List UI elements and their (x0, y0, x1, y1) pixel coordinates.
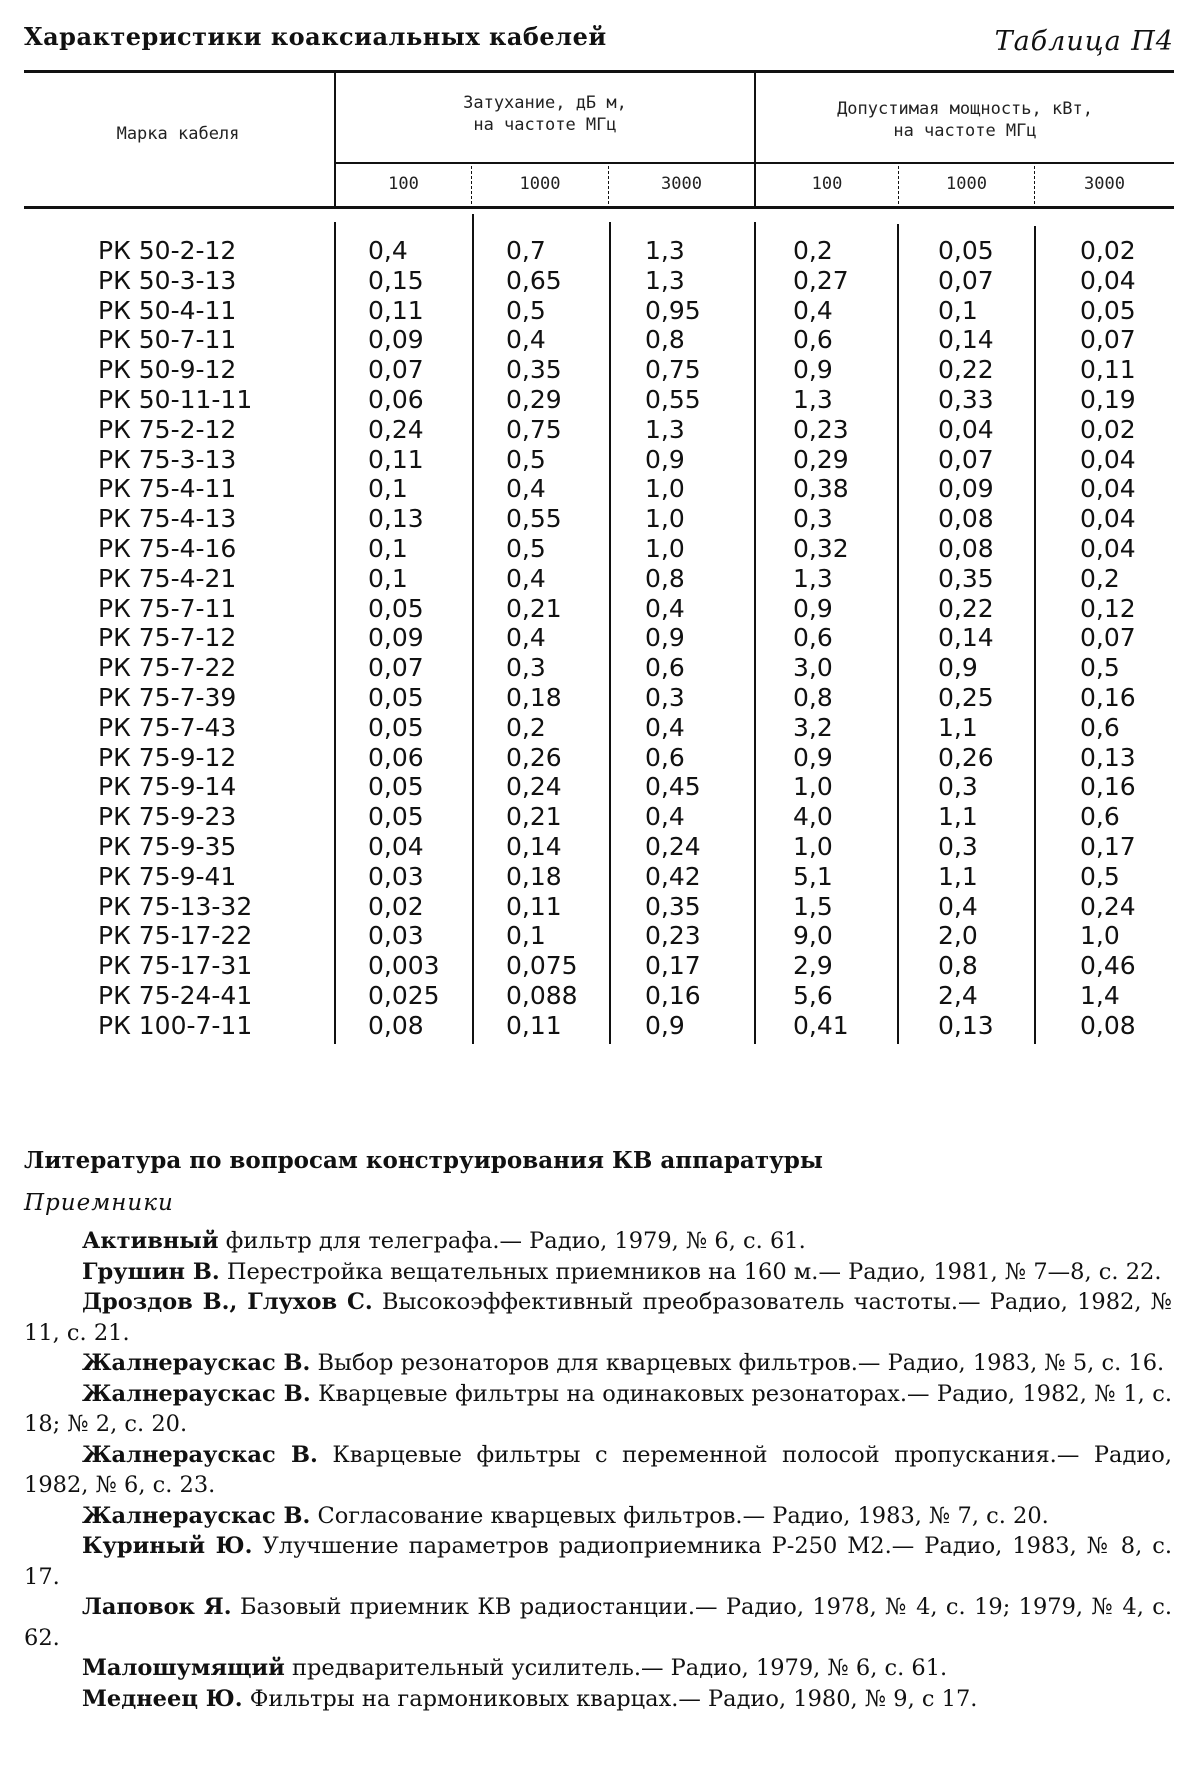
table-row (0, 623, 1200, 653)
reference-author: Малошумящий (82, 1655, 285, 1681)
table-row (0, 236, 1200, 266)
value-cell: 0,23 (793, 414, 849, 444)
value-cell: 0,7 (506, 236, 546, 265)
value-cell: 0,4 (645, 802, 685, 832)
value-cell: 0,46 (1080, 951, 1136, 981)
value-cell: 1,3 (793, 385, 833, 414)
reference-item (24, 1501, 1172, 1532)
cable-mark-cell: РК 75-7-43 (98, 712, 237, 742)
value-cell: 0,4 (645, 593, 685, 623)
value-cell: 0,05 (368, 593, 424, 623)
value-cell: 0,11 (506, 891, 562, 921)
table-row (0, 296, 1200, 326)
header-power-line-2: на частоте МГц (893, 121, 1037, 141)
table-row (0, 355, 1200, 385)
value-cell: 1,0 (645, 474, 685, 504)
value-cell: 0,11 (368, 295, 424, 325)
value-cell: 0,24 (368, 414, 424, 444)
value-cell: 0,5 (1080, 653, 1120, 683)
value-cell: 0,13 (938, 1010, 994, 1040)
value-cell: 0,1 (368, 474, 408, 504)
value-cell: 0,02 (368, 891, 424, 921)
value-cell: 0,14 (938, 325, 994, 355)
value-cell: 0,04 (1080, 265, 1136, 295)
reference-item (24, 1440, 1172, 1501)
value-cell: 2,4 (938, 981, 978, 1010)
value-cell: 0,16 (1080, 683, 1136, 712)
cable-mark-cell: РК 75-9-14 (98, 772, 237, 802)
table-row (0, 415, 1200, 445)
value-cell: 0,08 (1080, 1010, 1136, 1040)
value-cell: 0,18 (506, 683, 562, 712)
value-cell: 0,08 (938, 534, 994, 563)
table-row (0, 564, 1200, 594)
value-cell: 0,1 (368, 534, 408, 563)
cable-mark-cell: РК 75-17-31 (98, 951, 253, 981)
value-cell: 0,6 (1080, 712, 1120, 742)
value-cell: 1,1 (938, 712, 978, 742)
value-cell: 0,6 (645, 653, 685, 683)
value-cell: 0,16 (1080, 772, 1136, 802)
reference-text: Перестройка вещательных приемников на 160 м.— Радио, 1981, № 7—8, с. 22. (219, 1258, 1162, 1285)
table-row (0, 921, 1200, 951)
reference-item (24, 1287, 1172, 1348)
value-cell: 0,11 (368, 444, 424, 474)
cable-mark-cell: РК 75-7-22 (98, 653, 237, 683)
value-cell: 0,4 (506, 623, 546, 653)
value-cell: 0,4 (645, 712, 685, 742)
cable-mark-cell: РК 75-4-16 (98, 534, 237, 563)
reference-author: Активный (82, 1228, 219, 1254)
reference-text: Выбор резонаторов для кварцевых фильтров.— Радио, 1983, № 5, с. 16. (310, 1350, 1165, 1376)
value-cell: 0,09 (938, 474, 994, 504)
reference-author: Грушин В. (82, 1258, 220, 1285)
value-cell: 3,2 (793, 712, 833, 742)
value-cell: 0,3 (645, 683, 685, 712)
value-cell: 0,95 (645, 295, 701, 325)
cable-mark-cell: РК 50-11-11 (98, 385, 253, 414)
cable-mark-cell: РК 75-2-12 (98, 414, 237, 444)
reference-item (24, 1257, 1172, 1288)
header-attenuation-line-2: на частоте МГц (473, 115, 617, 135)
value-cell: 0,6 (1080, 802, 1120, 832)
reference-item (24, 1226, 1172, 1257)
header-attenuation-line-1: Затухание, дБ м, (463, 93, 627, 113)
value-cell: 0,5 (506, 295, 546, 325)
value-cell: 1,3 (793, 563, 833, 593)
value-cell: 0,13 (1080, 742, 1136, 772)
reference-item (24, 1592, 1172, 1653)
freq-header-1: 100 (388, 174, 419, 194)
value-cell: 0,9 (645, 444, 685, 474)
table-top-rule (24, 70, 1174, 73)
value-cell: 0,03 (368, 921, 424, 951)
value-cell: 1,3 (645, 236, 685, 265)
value-cell: 0,05 (368, 772, 424, 802)
value-cell: 0,1 (938, 295, 978, 325)
value-cell: 0,04 (1080, 444, 1136, 474)
value-cell: 0,07 (368, 355, 424, 385)
table-row (0, 892, 1200, 922)
value-cell: 1,0 (1080, 921, 1120, 951)
value-cell: 0,25 (938, 683, 994, 712)
cable-mark-cell: РК 75-13-32 (98, 891, 253, 921)
value-cell: 0,05 (368, 712, 424, 742)
cable-mark-cell: РК 50-7-11 (98, 325, 237, 355)
value-cell: 1,1 (938, 861, 978, 891)
value-cell: 0,088 (506, 981, 578, 1010)
table-label: Таблица П4 (994, 26, 1174, 57)
freq-header-5: 1000 (946, 174, 987, 194)
value-cell: 0,8 (645, 325, 685, 355)
value-cell: 0,24 (645, 832, 701, 861)
value-cell: 0,025 (368, 981, 440, 1010)
freq-header-2: 1000 (519, 174, 561, 194)
reference-item (24, 1653, 1172, 1684)
reference-text: Улучшение параметров радиоприемника Р-250 М2.— Радио, 1983, № 8, с. 17. (24, 1533, 1172, 1590)
table-row (0, 653, 1200, 683)
value-cell: 0,2 (1080, 563, 1120, 593)
table-row (0, 504, 1200, 534)
value-cell: 0,03 (368, 861, 424, 891)
value-cell: 0,07 (1080, 325, 1136, 355)
value-cell: 0,02 (1080, 414, 1136, 444)
value-cell: 0,14 (506, 832, 562, 861)
value-cell: 0,19 (1080, 385, 1136, 414)
reference-text: Базовый приемник КВ радиостанции.— Радио, 1978, № 4, с. 19; 1979, № 4, с. 62. (24, 1594, 1172, 1651)
value-cell: 0,55 (506, 504, 562, 534)
value-cell: 0,11 (1080, 355, 1136, 385)
freq-header-3: 3000 (661, 174, 702, 194)
reference-text: Фильтры на гармониковых кварцах.— Радио, 1980, № 9, с 17. (242, 1685, 978, 1712)
value-cell: 0,75 (506, 414, 562, 444)
cable-mark-cell: РК 50-2-12 (98, 236, 237, 265)
value-cell: 0,22 (938, 593, 994, 623)
cable-mark-cell: РК 75-17-22 (98, 921, 253, 951)
value-cell: 0,2 (506, 712, 546, 742)
value-cell: 0,65 (506, 265, 562, 295)
cable-mark-cell: РК 50-3-13 (98, 265, 237, 295)
cable-mark-cell: РК 75-4-21 (98, 563, 237, 593)
value-cell: 0,6 (793, 623, 833, 653)
value-cell: 0,5 (1080, 861, 1120, 891)
value-cell: 0,27 (793, 265, 849, 295)
value-cell: 0,29 (793, 444, 849, 474)
cable-mark-cell: РК 75-9-41 (98, 861, 237, 891)
value-cell: 0,3 (793, 504, 833, 534)
value-cell: 0,42 (645, 861, 701, 891)
value-cell: 0,05 (1080, 295, 1136, 325)
reference-author: Куриный Ю. (82, 1533, 253, 1559)
value-cell: 0,05 (938, 236, 994, 265)
reference-item (24, 1348, 1172, 1379)
value-cell: 0,09 (368, 325, 424, 355)
reference-item (24, 1379, 1172, 1440)
value-cell: 0,8 (938, 951, 978, 981)
reference-author: Жалнераускас В. (82, 1350, 311, 1376)
table-row (0, 534, 1200, 564)
value-cell: 0,22 (938, 355, 994, 385)
reference-author: Жалнераускас В. (82, 1441, 318, 1468)
cable-mark-cell: РК 75-7-12 (98, 623, 237, 653)
value-cell: 0,09 (368, 623, 424, 653)
cable-mark-cell: РК 75-9-23 (98, 802, 237, 832)
reference-text: Согласование кварцевых фильтров.— Радио, 1983, № 7, с. 20. (310, 1502, 1049, 1529)
value-cell: 0,12 (1080, 593, 1136, 623)
value-cell: 0,08 (938, 504, 994, 534)
literature-title: Литература по вопросам конструирования КВ аппаратуры (24, 1147, 823, 1174)
value-cell: 0,24 (506, 772, 562, 802)
value-cell: 1,0 (645, 504, 685, 534)
value-cell: 1,3 (645, 414, 685, 444)
value-cell: 0,3 (506, 653, 546, 683)
value-cell: 0,55 (645, 385, 701, 414)
value-cell: 0,04 (1080, 504, 1136, 534)
table-row (0, 683, 1200, 713)
cable-mark-cell: РК 75-3-13 (98, 444, 237, 474)
table-caption: Характеристики коаксиальных кабелей (24, 22, 607, 51)
value-cell: 0,05 (368, 683, 424, 712)
value-cell: 0,4 (506, 325, 546, 355)
reference-list (24, 1226, 1172, 1714)
table-row (0, 445, 1200, 475)
cable-mark-cell: РК 75-7-11 (98, 593, 237, 623)
value-cell: 0,13 (368, 504, 424, 534)
value-cell: 1,5 (793, 891, 833, 921)
reference-text: Кварцевые фильтры с переменной полосой пропускания.— Радио, 1982, № 6, с. 23. (24, 1441, 1172, 1498)
value-cell: 0,07 (368, 653, 424, 683)
value-cell: 0,45 (645, 772, 701, 802)
value-cell: 0,075 (506, 951, 578, 981)
value-cell: 0,6 (645, 742, 685, 772)
value-cell: 0,4 (793, 295, 833, 325)
value-cell: 0,04 (368, 832, 424, 861)
reference-author: Жалнераускас В. (82, 1502, 311, 1529)
value-cell: 0,21 (506, 802, 562, 832)
value-cell: 0,8 (645, 563, 685, 593)
value-cell: 0,17 (645, 951, 701, 981)
header-attenuation (336, 92, 754, 136)
table-row (0, 832, 1200, 862)
value-cell: 0,38 (793, 474, 849, 504)
value-cell: 0,3 (938, 832, 978, 861)
value-cell: 0,05 (368, 802, 424, 832)
value-cell: 0,9 (793, 593, 833, 623)
value-cell: 0,26 (506, 742, 562, 772)
value-cell: 0,29 (506, 385, 562, 414)
table-row (0, 951, 1200, 981)
value-cell: 1,3 (645, 265, 685, 295)
value-cell: 0,9 (793, 742, 833, 772)
value-cell: 0,9 (645, 1010, 685, 1040)
cable-mark-cell: РК 50-4-11 (98, 295, 237, 325)
reference-text: Кварцевые фильтры на одинаковых резонаторах.— Радио, 1982, № 1, с. 18; № 2, с. 20. (24, 1380, 1172, 1437)
header-cable-mark (24, 123, 332, 145)
value-cell: 0,9 (645, 623, 685, 653)
value-cell: 0,26 (938, 742, 994, 772)
value-cell: 1,0 (793, 832, 833, 861)
literature-section: Приемники (24, 1190, 174, 1216)
reference-author: Меднеец Ю. (82, 1685, 243, 1712)
value-cell: 0,4 (938, 891, 978, 921)
value-cell: 2,0 (938, 921, 978, 951)
cable-mark-cell: РК 75-4-11 (98, 474, 237, 504)
value-cell: 0,07 (1080, 623, 1136, 653)
table-row (0, 713, 1200, 743)
value-cell: 0,35 (506, 355, 562, 385)
value-cell: 0,35 (645, 891, 701, 921)
value-cell: 0,9 (793, 355, 833, 385)
reference-author: Жалнераускас В. (82, 1380, 311, 1407)
reference-text: фильтр для телеграфа.— Радио, 1979, № 6, с. 61. (218, 1228, 806, 1254)
value-cell: 1,0 (793, 772, 833, 802)
value-cell: 5,1 (793, 861, 833, 891)
reference-text: предварительный усилитель.— Радио, 1979, № 6, с. 61. (284, 1655, 948, 1681)
table-row (0, 772, 1200, 802)
value-cell: 0,33 (938, 385, 994, 414)
value-cell: 0,04 (1080, 534, 1136, 563)
value-cell: 1,1 (938, 802, 978, 832)
value-cell: 0,1 (368, 563, 408, 593)
reference-item (24, 1684, 1172, 1715)
value-cell: 0,08 (368, 1010, 424, 1040)
header-bottom-rule (24, 206, 1174, 209)
value-cell: 1,0 (645, 534, 685, 563)
value-cell: 5,6 (793, 981, 833, 1010)
value-cell: 4,0 (793, 802, 833, 832)
value-cell: 0,9 (938, 653, 978, 683)
value-cell: 0,04 (938, 414, 994, 444)
value-cell: 0,06 (368, 742, 424, 772)
header-cable-mark-text: Марка кабеля (116, 124, 240, 144)
table-row (0, 385, 1200, 415)
value-cell: 0,17 (1080, 832, 1136, 861)
table-row (0, 474, 1200, 504)
cable-mark-cell: РК 75-4-13 (98, 504, 237, 534)
table-row (0, 1011, 1200, 1041)
reference-author: Дроздов В., Глухов С. (82, 1289, 373, 1315)
value-cell: 0,32 (793, 534, 849, 563)
table-row (0, 802, 1200, 832)
cable-mark-cell: РК 75-24-41 (98, 981, 253, 1010)
cable-mark-cell: РК 75-9-12 (98, 742, 237, 772)
reference-item (24, 1531, 1172, 1592)
header-power-line-1: Допустимая мощность, кВт, (837, 99, 1093, 119)
value-cell: 0,06 (368, 385, 424, 414)
value-cell: 0,1 (506, 921, 546, 951)
reference-text: Высокоэффективный преобразователь частоты.— Радио, 1982, № 11, с. 21. (24, 1289, 1172, 1346)
cable-mark-cell: РК 50-9-12 (98, 355, 237, 385)
value-cell: 0,18 (506, 861, 562, 891)
value-cell: 0,3 (938, 772, 978, 802)
value-cell: 0,23 (645, 921, 701, 951)
value-cell: 0,21 (506, 593, 562, 623)
value-cell: 0,15 (368, 265, 424, 295)
value-cell: 0,8 (793, 683, 833, 712)
value-cell: 0,24 (1080, 891, 1136, 921)
value-cell: 0,07 (938, 265, 994, 295)
value-cell: 0,4 (506, 563, 546, 593)
value-cell: 0,5 (506, 534, 546, 563)
value-cell: 0,16 (645, 981, 701, 1010)
freq-header-6: 3000 (1084, 174, 1125, 194)
value-cell: 0,5 (506, 444, 546, 474)
cable-mark-cell: РК 75-9-35 (98, 832, 237, 861)
value-cell: 3,0 (793, 653, 833, 683)
value-cell: 0,14 (938, 623, 994, 653)
cable-mark-cell: РК 75-7-39 (98, 683, 237, 712)
value-cell: 0,75 (645, 355, 701, 385)
value-cell: 0,6 (793, 325, 833, 355)
value-cell: 0,04 (1080, 474, 1136, 504)
header-power (756, 98, 1174, 142)
value-cell: 0,02 (1080, 236, 1136, 265)
value-cell: 0,003 (368, 951, 440, 981)
value-cell: 0,4 (506, 474, 546, 504)
table-row (0, 743, 1200, 773)
cable-mark-cell: РК 100-7-11 (98, 1010, 253, 1040)
table-row (0, 325, 1200, 355)
value-cell: 1,4 (1080, 981, 1120, 1010)
value-cell: 0,41 (793, 1010, 849, 1040)
value-cell: 0,2 (793, 236, 833, 265)
value-cell: 0,11 (506, 1010, 562, 1040)
value-cell: 0,4 (368, 236, 408, 265)
table-row (0, 594, 1200, 624)
value-cell: 9,0 (793, 921, 833, 951)
value-cell: 0,07 (938, 444, 994, 474)
freq-header-4: 100 (811, 174, 843, 194)
value-cell: 2,9 (793, 951, 833, 981)
table-row (0, 981, 1200, 1011)
reference-author: Лаповок Я. (82, 1594, 232, 1620)
value-cell: 0,35 (938, 563, 994, 593)
table-row (0, 862, 1200, 892)
table-row (0, 266, 1200, 296)
